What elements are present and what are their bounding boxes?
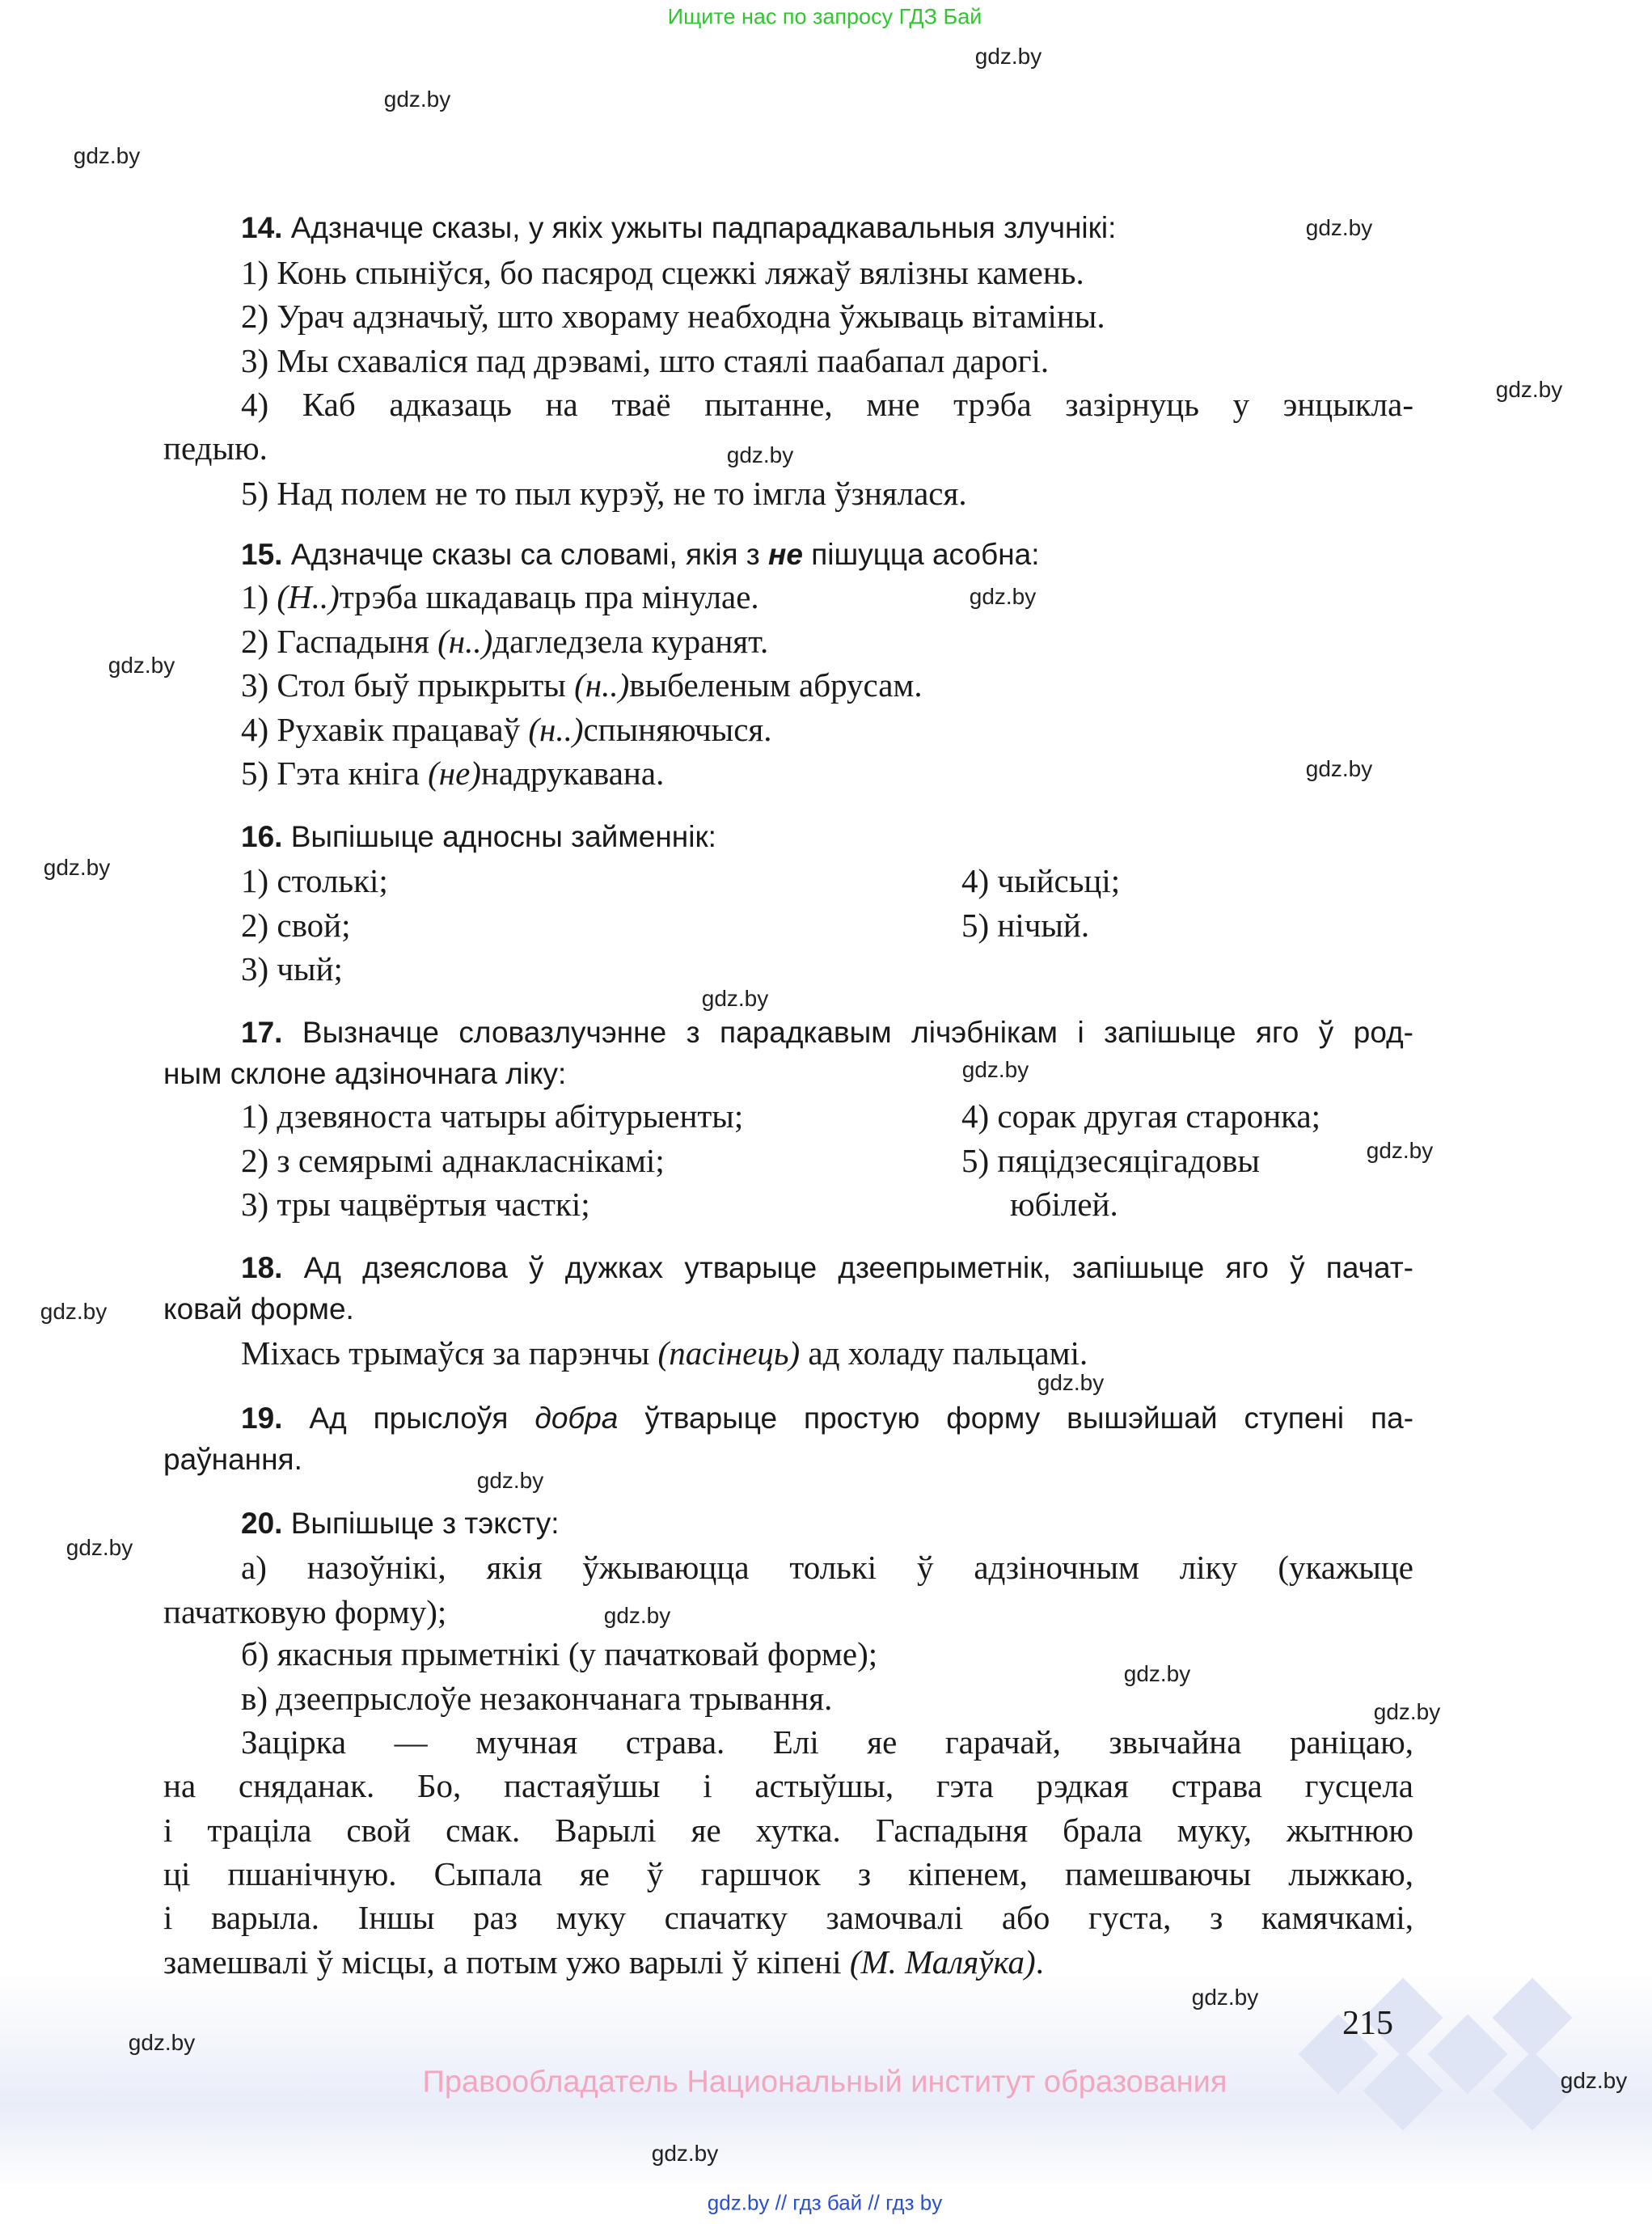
task-17-title-continuation: ным склоне адзіночнага ліку: xyxy=(163,1057,567,1090)
list-item: 1) столькі; xyxy=(241,862,388,899)
text-line: ці пшанічную. Сыпала яе ў гаршчок з кіпенем, памешваючы лыжкаю, xyxy=(163,1855,1413,1892)
item-text: 4) Рухавік працаваў xyxy=(241,711,529,748)
list-item: 5) нічый. xyxy=(961,907,1090,944)
watermark: gdz.by xyxy=(1373,1699,1441,1724)
sentence-text: ад холаду пальцамі. xyxy=(800,1334,1088,1372)
watermark: gdz.by xyxy=(1305,215,1373,240)
item-text: спыняючыся. xyxy=(583,711,772,748)
item-gap: (н..) xyxy=(528,711,584,748)
list-item: б) якасныя прыметнікі (у пачатковай форме); xyxy=(241,1635,878,1672)
list-item-continuation: педыю. xyxy=(163,429,268,467)
list-item: 2) свой; xyxy=(241,907,351,944)
author: (М. Маляўка) xyxy=(849,1943,1036,1981)
watermark: gdz.by xyxy=(43,855,111,880)
list-item xyxy=(241,709,772,750)
task-17-title xyxy=(241,1013,1413,1053)
task-19-title-continuation: раўнання. xyxy=(163,1443,302,1476)
item-gap: (Н..) xyxy=(277,578,340,615)
watermark: gdz.by xyxy=(1305,756,1373,781)
bottom-links[interactable]: gdz.by // гдз бай // гдз by xyxy=(707,2190,943,2215)
list-item xyxy=(241,621,768,662)
watermark: gdz.by xyxy=(974,44,1042,69)
task-number: 17. xyxy=(241,1016,283,1049)
watermark: gdz.by xyxy=(1366,1138,1434,1163)
watermark: gdz.by xyxy=(1560,2068,1628,2093)
watermark: gdz.by xyxy=(108,653,175,678)
text-line-end: . xyxy=(1035,1943,1044,1981)
task-15-title xyxy=(241,535,1040,575)
list-item: 2) з семярымі аднакласнікамі; xyxy=(241,1142,665,1179)
list-item: а) назоўнікі, якія ўжываюцца толькі ў адзіночным ліку (укажыце xyxy=(241,1549,1413,1586)
text-line: і траціла свой смак. Варылі яе хутка. Гаспадыня брала муку, жытнюю xyxy=(163,1812,1413,1849)
list-item: 4) сорак другая старонка; xyxy=(961,1097,1321,1135)
item-text: выбеленым абрусам. xyxy=(629,666,923,704)
text-line: Зацірка — мучная страва. Елі яе гарачай, звычайна раніцаю, xyxy=(241,1723,1413,1761)
task-number: 15. xyxy=(241,538,283,571)
task-number: 19. xyxy=(241,1402,283,1435)
list-item: 4) Каб адказаць на тваё пытанне, мне трэба зазірнуць у энцыкла- xyxy=(241,386,1413,423)
list-item-continuation: пачатковую форму); xyxy=(163,1593,447,1630)
text-line xyxy=(163,1942,1044,1982)
item-text: 3) Стол быў прыкрыты xyxy=(241,666,575,704)
task-text: Вызначце словазлучэнне з парадкавым лічэбнікам і запішыце яго ў род- xyxy=(302,1016,1413,1049)
task-text: Выпішыце з тэксту: xyxy=(290,1507,560,1540)
search-banner[interactable]: Ищите нас по запросу ГДЗ Бай xyxy=(667,4,982,29)
list-item xyxy=(241,753,664,793)
task-18-sentence xyxy=(241,1333,1088,1373)
list-item: 5) Над полем не то пыл курэў, не то імгла ўзнялася. xyxy=(241,475,967,512)
task-18-title-continuation: ковай форме. xyxy=(163,1292,354,1326)
task-number: 18. xyxy=(241,1251,283,1284)
item-text: надрукавана. xyxy=(480,755,665,792)
item-text: дагледзела куранят. xyxy=(492,623,769,660)
page-number: 215 xyxy=(1342,2005,1393,2042)
item-text: 2) Гаспадыня xyxy=(241,623,438,660)
watermark: gdz.by xyxy=(40,1299,108,1324)
watermark: gdz.by xyxy=(73,143,141,168)
watermark: gdz.by xyxy=(1037,1370,1105,1395)
list-item: 3) Мы схаваліся пад дрэвамі, што стаялі паабапал дарогі. xyxy=(241,342,1050,379)
watermark: gdz.by xyxy=(128,2030,196,2055)
task-text: Адзначце сказы са словамі, якія з xyxy=(290,538,769,571)
list-item-continuation: юбілей. xyxy=(1010,1186,1118,1223)
watermark: gdz.by xyxy=(383,87,451,112)
list-item: 3) чый; xyxy=(241,950,343,987)
task-text: Ад дзеяслова ў дужках утварыце дзеепрыметнік, запішыце яго ў пачат- xyxy=(303,1251,1413,1284)
watermark: gdz.by xyxy=(603,1603,671,1628)
item-text: 5) Гэта кніга xyxy=(241,755,429,792)
watermark: gdz.by xyxy=(1191,1985,1259,2010)
task-16-title xyxy=(241,817,716,857)
task-14-title xyxy=(241,208,1116,248)
watermark: gdz.by xyxy=(969,584,1037,609)
task-18-title xyxy=(241,1248,1413,1288)
item-text: 1) xyxy=(241,578,277,615)
task-text: пішуцца асобна: xyxy=(802,538,1040,571)
list-item xyxy=(241,577,759,617)
list-item: в) дзеепрыслоўе незакончанага трывання. xyxy=(241,1680,833,1717)
task-emphasis: не xyxy=(768,538,803,571)
text-line: і варыла. Іншы раз муку спачатку замочвалі або густа, з камячкамі, xyxy=(163,1899,1413,1936)
task-text: ўтварыце простую форму вышэйшай ступені па- xyxy=(618,1402,1413,1435)
list-item: 1) Конь спыніўся, бо пасярод сцежкі ляжаў вялізны камень. xyxy=(241,254,1084,291)
watermark: gdz.by xyxy=(476,1468,544,1493)
task-19-title xyxy=(241,1398,1413,1439)
text-line-content: замешвалі ў місцы, а потым ужо варылі ў кіпені xyxy=(163,1943,850,1981)
item-gap: (не) xyxy=(428,755,481,792)
watermark: gdz.by xyxy=(961,1057,1029,1082)
list-item: 4) чыйсьці; xyxy=(961,862,1121,899)
task-number: 20. xyxy=(241,1507,283,1540)
task-number: 16. xyxy=(241,820,283,853)
task-emphasis: добра xyxy=(534,1402,619,1435)
list-item: 5) пяцідзесяцігадовы xyxy=(961,1142,1260,1179)
watermark: gdz.by xyxy=(1495,377,1563,402)
item-text: трэба шкадаваць пра мінулае. xyxy=(339,578,759,615)
sentence-text: Міхась трымаўся за парэнчы xyxy=(241,1334,658,1372)
task-20-title xyxy=(241,1503,559,1544)
task-text: Выпішыце адносны займеннік: xyxy=(290,820,716,853)
list-item: 2) Урач адзначыў, што хвораму неабходна ўжываць вітаміны. xyxy=(241,298,1105,335)
task-text: Ад прыслоўя xyxy=(309,1402,535,1435)
watermark: gdz.by xyxy=(1123,1661,1191,1686)
watermark: gdz.by xyxy=(701,986,769,1011)
list-item xyxy=(241,665,923,705)
list-item: 3) тры чацвёртыя часткі; xyxy=(241,1186,590,1223)
sentence-verb: (пасінець) xyxy=(657,1334,801,1372)
watermark: gdz.by xyxy=(726,442,794,467)
task-number: 14. xyxy=(241,211,283,244)
item-gap: (н..) xyxy=(437,623,493,660)
item-gap: (н..) xyxy=(574,666,630,704)
watermark: gdz.by xyxy=(65,1535,133,1560)
list-item: 1) дзевяноста чатыры абітурыенты; xyxy=(241,1097,744,1135)
copyright-footer: Правообладатель Национальный институт образования xyxy=(422,2065,1227,2099)
watermark: gdz.by xyxy=(651,2141,719,2166)
task-text: Адзначце сказы, у якіх ужыты падпарадкавальныя злучнікі: xyxy=(290,211,1117,244)
text-line: на сняданак. Бо, пастаяўшы і астыўшы, гэта рэдкая страва гусцела xyxy=(163,1767,1413,1804)
